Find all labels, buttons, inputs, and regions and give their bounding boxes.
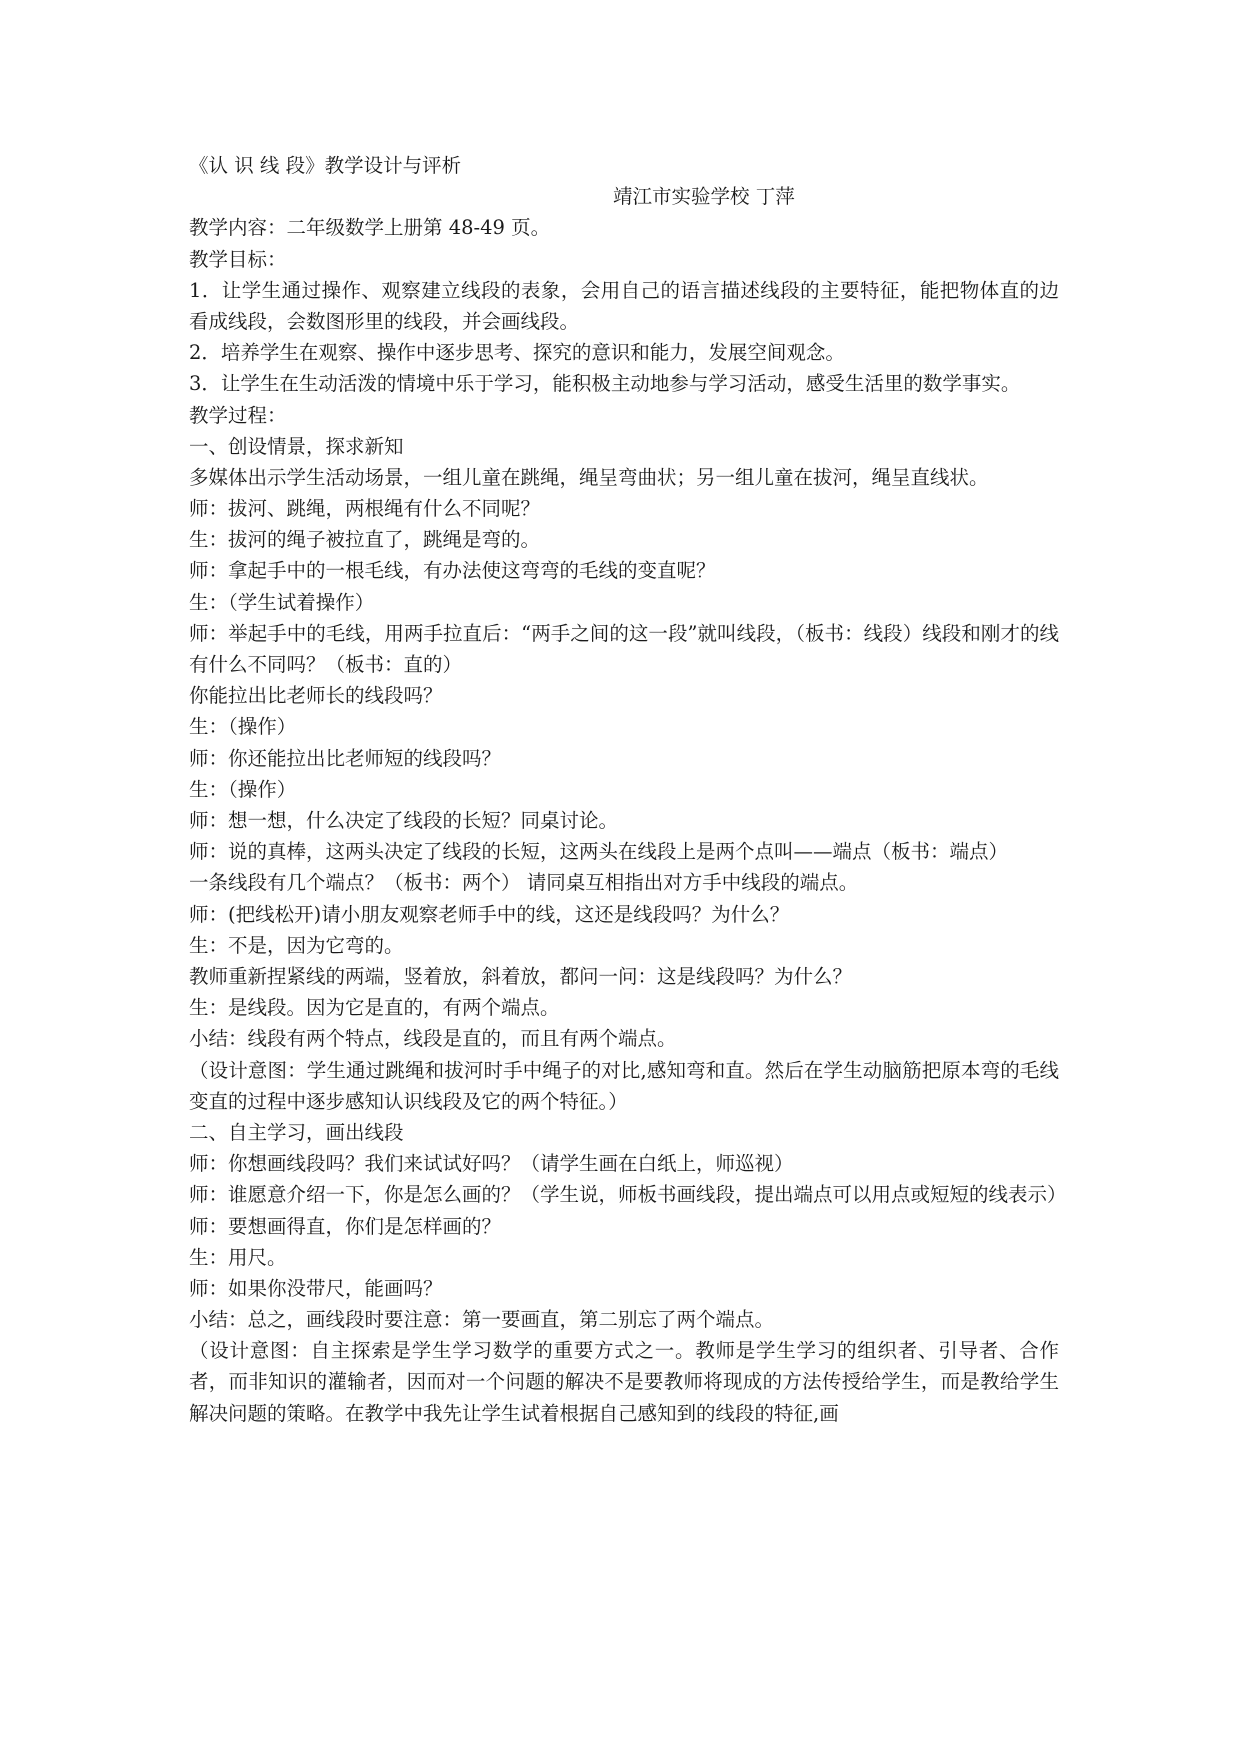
design-intent-note: （设计意图：自主探索是学生学习数学的重要方式之一。教师是学生学习的组织者、引导者、合作者，而非知识的灌输者，因而对一个问题的解决不是要教师将现成的方法传授给学生，而是教给学生解决问题的策略。在教学中我先让学生试着根据自己感知到的线段的特征,画 xyxy=(189,1339,1059,1425)
paragraph: 生：是线段。因为它是直的，有两个端点。 xyxy=(189,996,560,1020)
paragraph: 小结：线段有两个特点，线段是直的，而且有两个端点。 xyxy=(189,1027,677,1051)
paragraph: 师：如果你没带尺，能画吗？ xyxy=(189,1276,443,1300)
paragraph: 师：(把线松开)请小朋友观察老师手中的线，这还是线段吗？为什么？ xyxy=(189,902,790,926)
paragraph: 教学内容：二年级数学上册第 48-49 页。 xyxy=(189,216,551,240)
paragraph: 一条线段有几个端点？（板书：两个） 请同桌互相指出对方手中线段的端点。 xyxy=(189,871,859,895)
paragraph: 师：要想画得直，你们是怎样画的？ xyxy=(189,1214,502,1238)
paragraph: 师：拿起手中的一根毛线，有办法使这弯弯的毛线的变直呢？ xyxy=(189,559,716,583)
paragraph: 生：（操作） xyxy=(189,777,297,801)
document-title: 《认 识 线 段》教学设计与评析 xyxy=(189,154,462,177)
paragraph: 生：（操作） xyxy=(189,715,297,739)
paragraph: 生：不是，因为它弯的。 xyxy=(189,933,404,957)
design-intent-note: （设计意图：学生通过跳绳和拔河时手中绳子的对比,感知弯和直。然后在学生动脑筋把原本弯的毛线变直的过程中逐步感知认识线段及它的两个特征。） xyxy=(189,1058,1059,1113)
paragraph: 生：（学生试着操作） xyxy=(189,590,375,614)
document-author: 靖江市实验学校 丁萍 xyxy=(613,185,795,209)
paragraph: 小结：总之，画线段时要注意：第一要画直，第二别忘了两个端点。 xyxy=(189,1308,775,1332)
paragraph: 教师重新捏紧线的两端，竖着放，斜着放，都问一问：这是线段吗？为什么？ xyxy=(189,964,853,988)
paragraph: 生：拔河的绳子被拉直了，跳绳是弯的。 xyxy=(189,528,541,552)
paragraph: 师：说的真棒，这两头决定了线段的长短，这两头在线段上是两个点叫——端点（板书：端点） xyxy=(189,840,1009,864)
section-heading: 教学过程： xyxy=(189,403,287,427)
paragraph: 师：你想画线段吗？我们来试试好吗？（请学生画在白纸上，师巡视） xyxy=(189,1152,794,1176)
paragraph: 师：拔河、跳绳，两根绳有什么不同呢？ xyxy=(189,497,541,521)
document-body xyxy=(189,150,1067,1429)
paragraph: 2．培养学生在观察、操作中逐步思考、探究的意识和能力，发展空间观念。 xyxy=(189,341,845,365)
paragraph: 师：你还能拉出比老师短的线段吗？ xyxy=(189,746,502,770)
paragraph: 多媒体出示学生活动场景，一组儿童在跳绳，绳呈弯曲状；另一组儿童在拔河，绳呈直线状。 xyxy=(189,465,989,489)
section-heading: 教学目标： xyxy=(189,247,287,271)
paragraph: 师：想一想，什么决定了线段的长短？同桌讨论。 xyxy=(189,809,619,833)
section-heading: 二、自主学习，画出线段 xyxy=(189,1120,404,1144)
paragraph: 师：谁愿意介绍一下，你是怎么画的？（学生说，师板书画线段，提出端点可以用点或短短的线表示） xyxy=(189,1183,1067,1207)
paragraph: 1．让学生通过操作、观察建立线段的表象，会用自己的语言描述线段的主要特征，能把物体直的边看成线段，会数图形里的线段，并会画线段。 xyxy=(189,278,1059,333)
paragraph: 你能拉出比老师长的线段吗？ xyxy=(189,684,443,708)
paragraph: 生：用尺。 xyxy=(189,1245,287,1269)
paragraph: 师：举起手中的毛线，用两手拉直后：“两手之间的这一段”就叫线段，（板书：线段）线段和刚才的线有什么不同吗？（板书：直的） xyxy=(189,621,1059,677)
paragraph: 3．让学生在生动活泼的情境中乐于学习，能积极主动地参与学习活动，感受生活里的数学事实。 xyxy=(189,372,1021,396)
section-heading: 一、创设情景，探求新知 xyxy=(189,434,404,458)
